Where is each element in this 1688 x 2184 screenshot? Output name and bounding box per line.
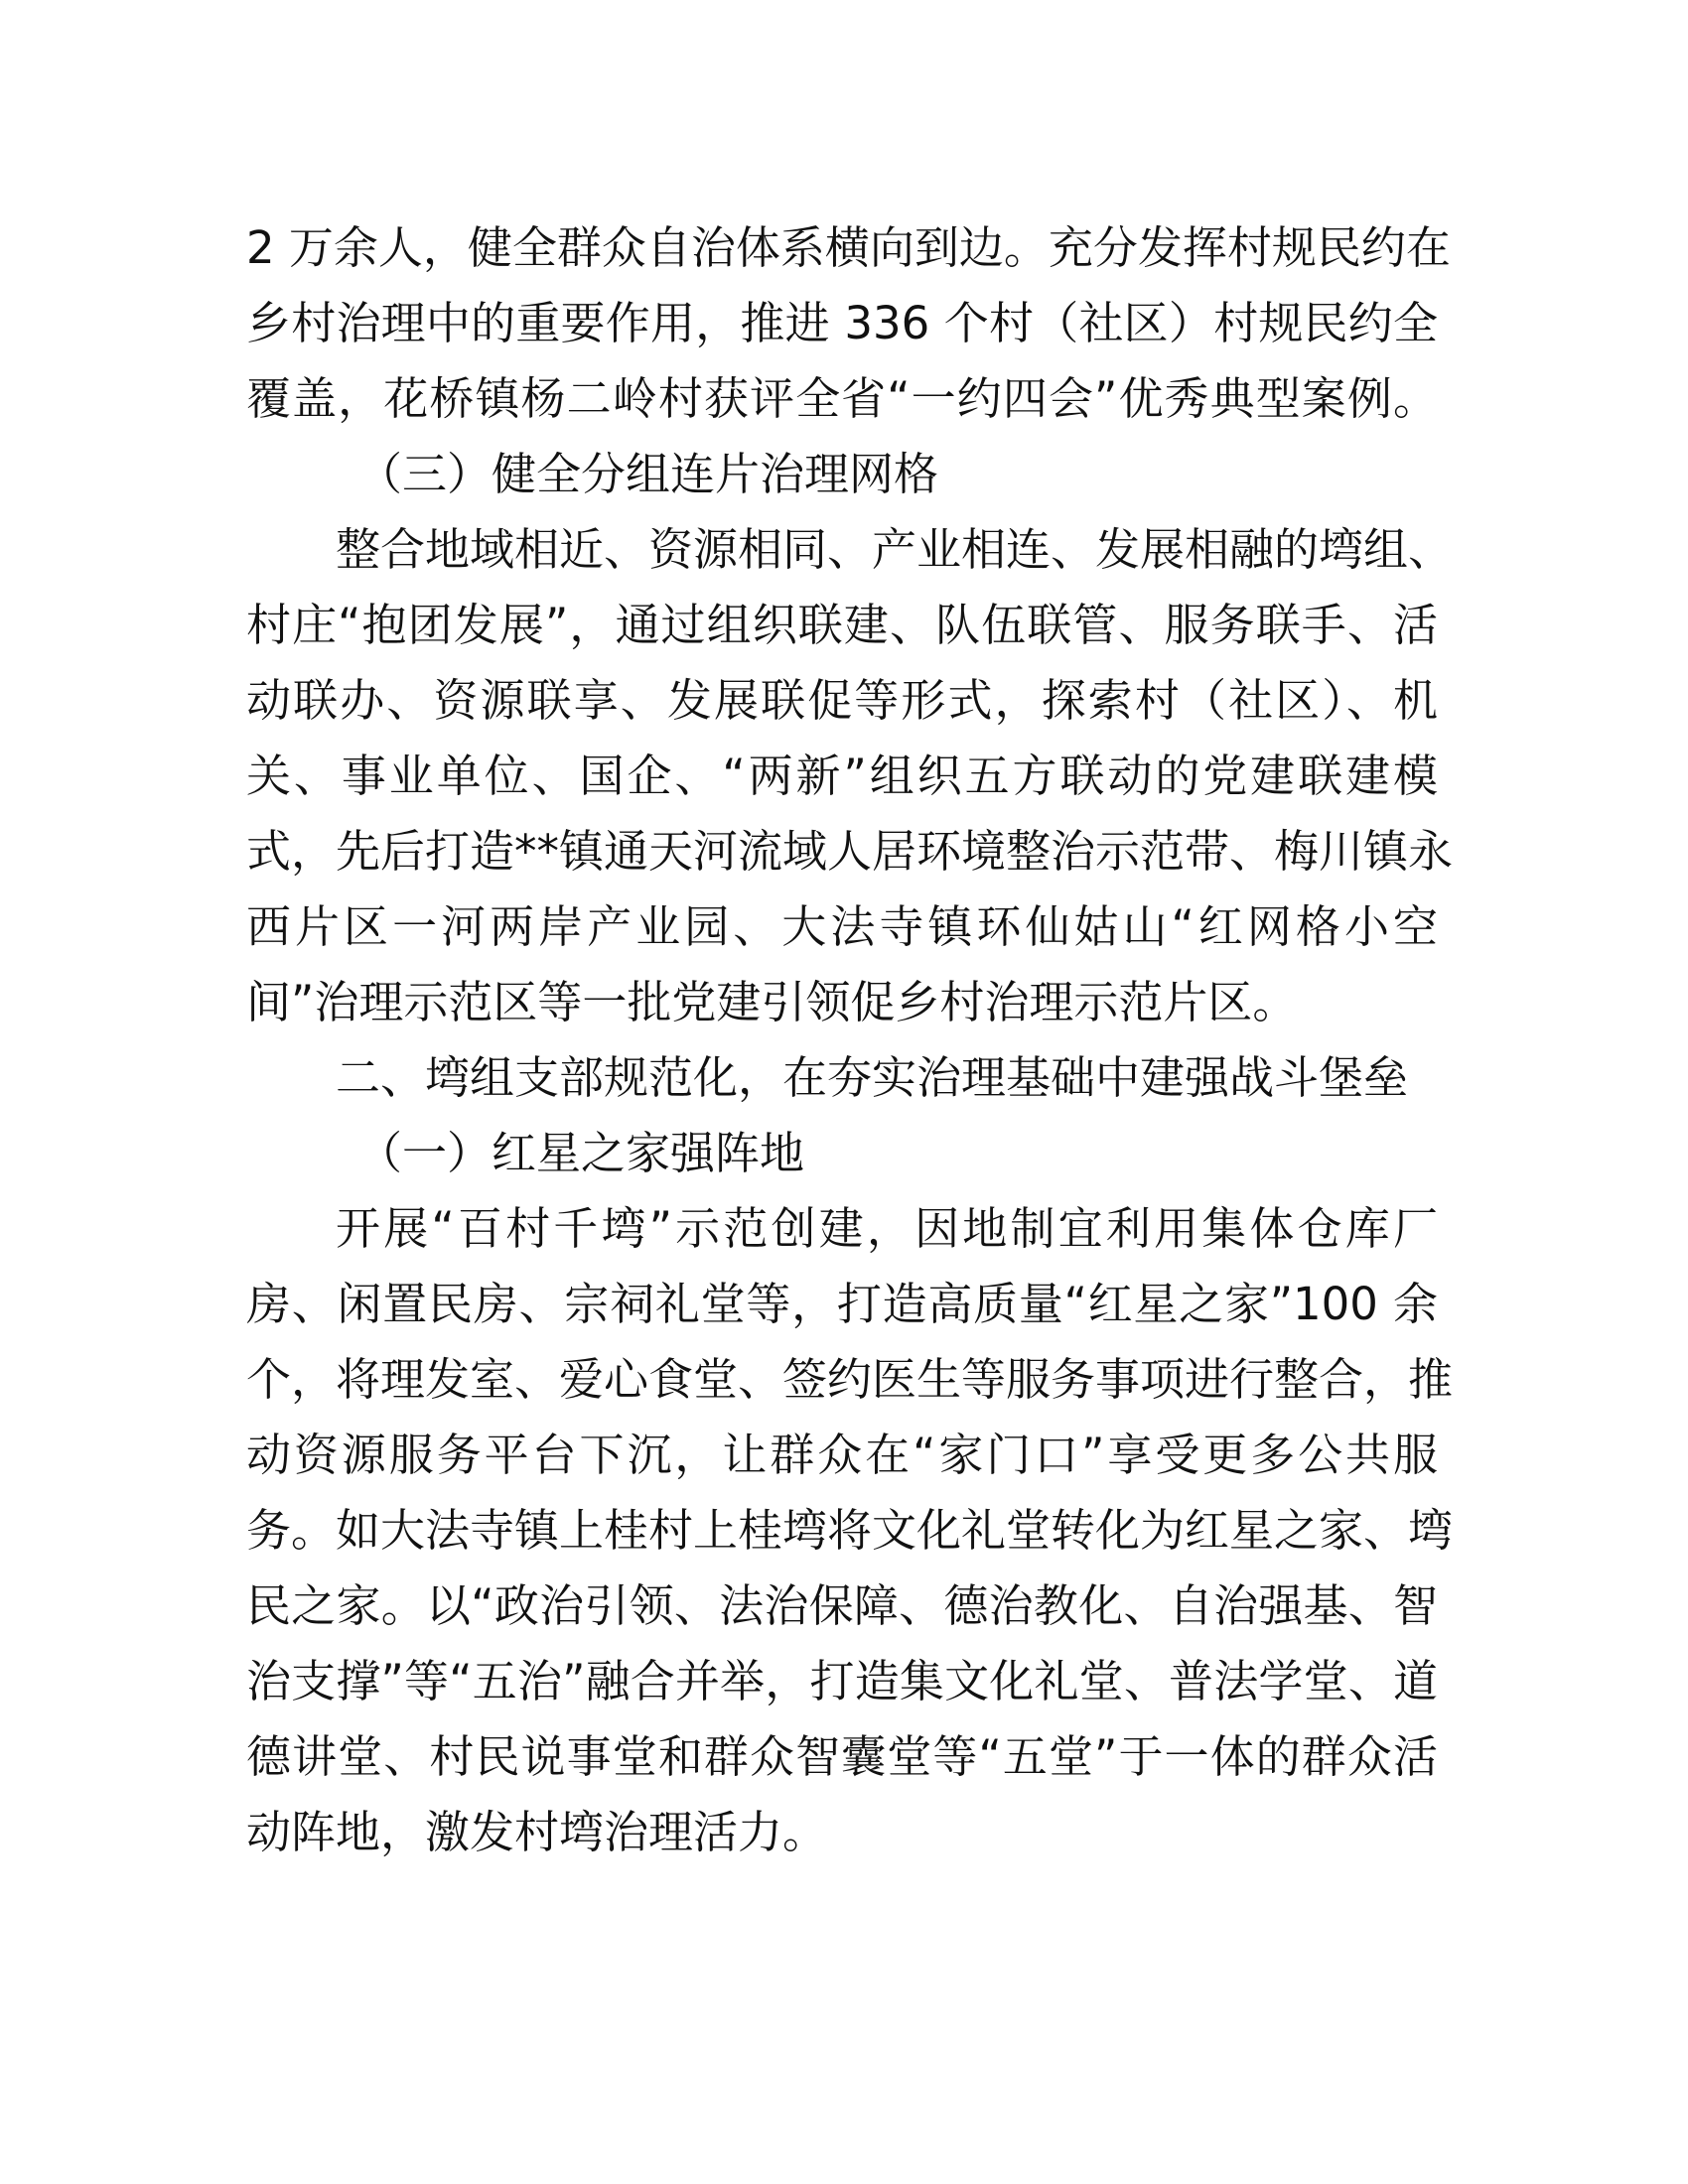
body-line: 动联办、资源联享、发展联促等形式，探索村（社区）、机: [246, 674, 1438, 727]
body-line: 房、闲置民房、宗祠礼堂等，打造高质量“红星之家”100 余: [246, 1278, 1438, 1330]
body-line: 民之家。以“政治引领、法治保障、德治教化、自治强基、智: [246, 1579, 1438, 1632]
body-line: 间”治理示范区等一批党建引领促乡村治理示范片区。: [246, 976, 1298, 1028]
body-line: 动阵地，激发村塆治理活力。: [246, 1806, 828, 1858]
document-page: [246, 210, 1454, 1870]
subsection-heading: （三）健全分组连片治理网格: [357, 448, 939, 500]
body-line: 村庄“抱团发展”，通过组织联建、队伍联管、服务联手、活: [246, 599, 1438, 651]
body-line: 西片区一河两岸产业园、大法寺镇环仙姑山“红网格小空: [246, 900, 1438, 953]
section-heading: 二、塆组支部规范化，在夯实治理基础中建强战斗堡垒: [336, 1051, 1409, 1104]
body-line: 覆盖，花桥镇杨二岭村获评全省“一约四会”优秀典型案例。: [246, 372, 1438, 425]
body-line: 关、事业单位、国企、“两新”组织五方联动的党建联建模: [246, 750, 1438, 802]
body-line: 个，将理发室、爱心食堂、签约医生等服务事项进行整合，推: [246, 1353, 1454, 1406]
subsection-heading: （一）红星之家强阵地: [357, 1127, 805, 1179]
body-line: 2 万余人，健全群众自治体系横向到边。充分发挥村规民约在: [246, 221, 1451, 274]
body-line: 动资源服务平台下沉，让群众在“家门口”享受更多公共服: [246, 1429, 1438, 1481]
body-line: 乡村治理中的重要作用，推进 336 个村（社区）村规民约全: [246, 297, 1438, 349]
body-line: 式，先后打造**镇通天河流域人居环境整治示范带、梅川镇永: [246, 825, 1454, 878]
body-line: 德讲堂、村民说事堂和群众智囊堂等“五堂”于一体的群众活: [246, 1730, 1438, 1783]
body-line: 务。如大法寺镇上桂村上桂塆将文化礼堂转化为红星之家、塆: [246, 1504, 1454, 1557]
paragraph-first-line: 整合地域相近、资源相同、产业相连、发展相融的塆组、: [336, 523, 1454, 576]
body-line: 治支撑”等“五治”融合并举，打造集文化礼堂、普法学堂、道: [246, 1655, 1438, 1707]
paragraph-first-line: 开展“百村千塆”示范创建，因地制宜利用集体仓库厂: [336, 1202, 1438, 1255]
